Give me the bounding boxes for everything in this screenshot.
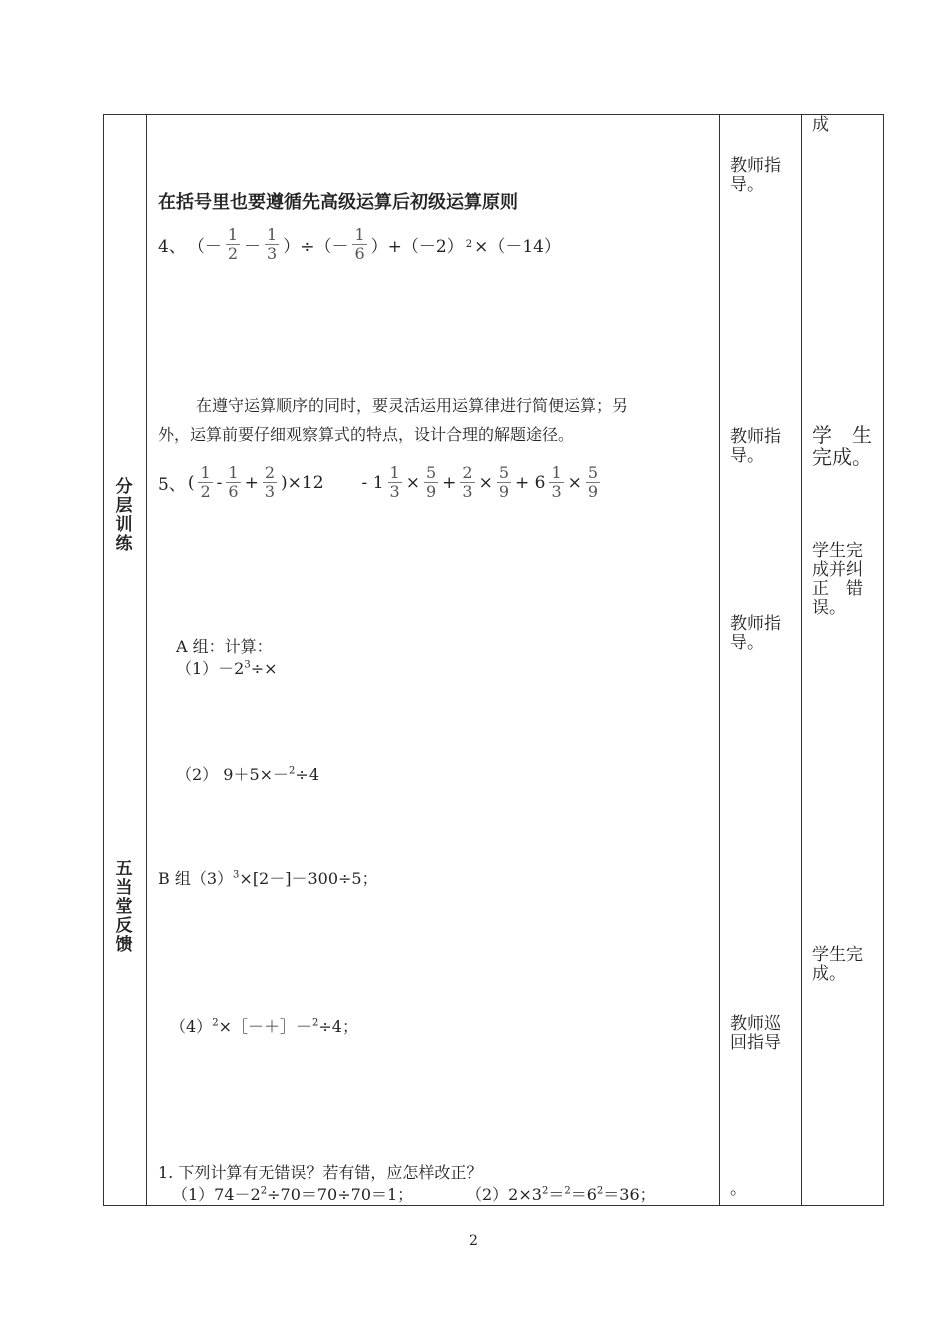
group-a-title: A 组：计算： xyxy=(176,637,273,656)
question-1: $(1)-2^3\div\times$ xyxy=(176,659,278,678)
teacher-note: 教师指导。 xyxy=(730,427,781,466)
problem-5: 5、 ( $\frac{1}{2}$ - $\frac{1}{6}$ + $\frac{2}{3}$ )×12 - 1 $\frac{1}{3}$ × $\frac{5}{9}$ + $\frac{2}{3}$ × $\frac{5}{9}$ + 6 $\frac{1}{3}$ × $\frac{5}{9}$ xyxy=(158,463,599,501)
section-label-layered-training: 分 层 训 练 xyxy=(115,477,133,554)
student-note: 学生完成。 xyxy=(812,945,863,984)
fraction: $\frac{5}{9}$ xyxy=(498,463,510,501)
fraction: $\frac{1}{3}$ xyxy=(389,463,400,501)
error-check-question: 1. 下列计算有无错误？若有错，应怎样改正？ xyxy=(158,1163,483,1182)
fraction: $\frac{1}{2}$ xyxy=(200,463,211,501)
column-divider xyxy=(146,114,147,1206)
fraction: $\frac{1}{3}$ xyxy=(551,463,562,501)
page-number: 2 xyxy=(469,1233,478,1249)
fraction: $\frac{1}{2}$ xyxy=(227,225,239,263)
fraction: $\frac{1}{6}$ xyxy=(354,225,365,263)
fraction: $\frac{2}{3}$ xyxy=(264,463,276,501)
section-label-feedback: 五 当 堂 反 馈 xyxy=(115,859,133,955)
teacher-note: 教师指导。 xyxy=(730,156,781,195)
fraction: $\frac{1}{6}$ xyxy=(228,463,239,501)
fraction: $\frac{5}{9}$ xyxy=(587,463,599,501)
error-check-item-2: $(2)2\times 3^2=^2=6^2=36$； xyxy=(466,1185,656,1204)
problem-4: 4、 （－ $\frac{1}{2}$ － $\frac{1}{3}$ ）÷（－ $\frac{1}{6}$ ）+（－2） 2 ×（－14） xyxy=(158,225,561,263)
column-divider xyxy=(801,114,802,1206)
question-3: B 组$(3)^3\times[2-]-300\div 5$； xyxy=(158,869,378,888)
fraction: $\frac{5}{9}$ xyxy=(425,463,437,501)
teacher-note: 。 xyxy=(730,1179,747,1199)
question-2: （2） 9＋5×－$^2$÷4 xyxy=(176,765,320,784)
student-note: 学 生完成。 xyxy=(812,423,872,469)
tip-paragraph-line2: 外，运算前要仔细观察算式的特点，设计合理的解题途径。 xyxy=(158,425,575,444)
tip-paragraph-line1: 在遵守运算顺序的同时，要灵活运用运算律进行简便运算；另 xyxy=(196,396,629,415)
rule-heading: 在括号里也要遵循先高级运算后初级运算原则 xyxy=(158,192,518,213)
fraction: $\frac{2}{3}$ xyxy=(462,463,473,501)
fraction: $\frac{1}{3}$ xyxy=(267,225,278,263)
error-check-item-1: $(1)74-2^2\div 70=70\div 70=1$； xyxy=(172,1185,414,1204)
teacher-note: 教师指导。 xyxy=(730,614,781,653)
question-4: $(4)^2\times[-+]-^2\div 4$； xyxy=(170,1017,358,1036)
student-note: 成 xyxy=(812,115,829,135)
student-note: 学生完成并纠正 错误。 xyxy=(812,541,863,618)
teacher-note: 教师巡回指导 xyxy=(730,1014,781,1053)
column-divider xyxy=(719,114,720,1206)
